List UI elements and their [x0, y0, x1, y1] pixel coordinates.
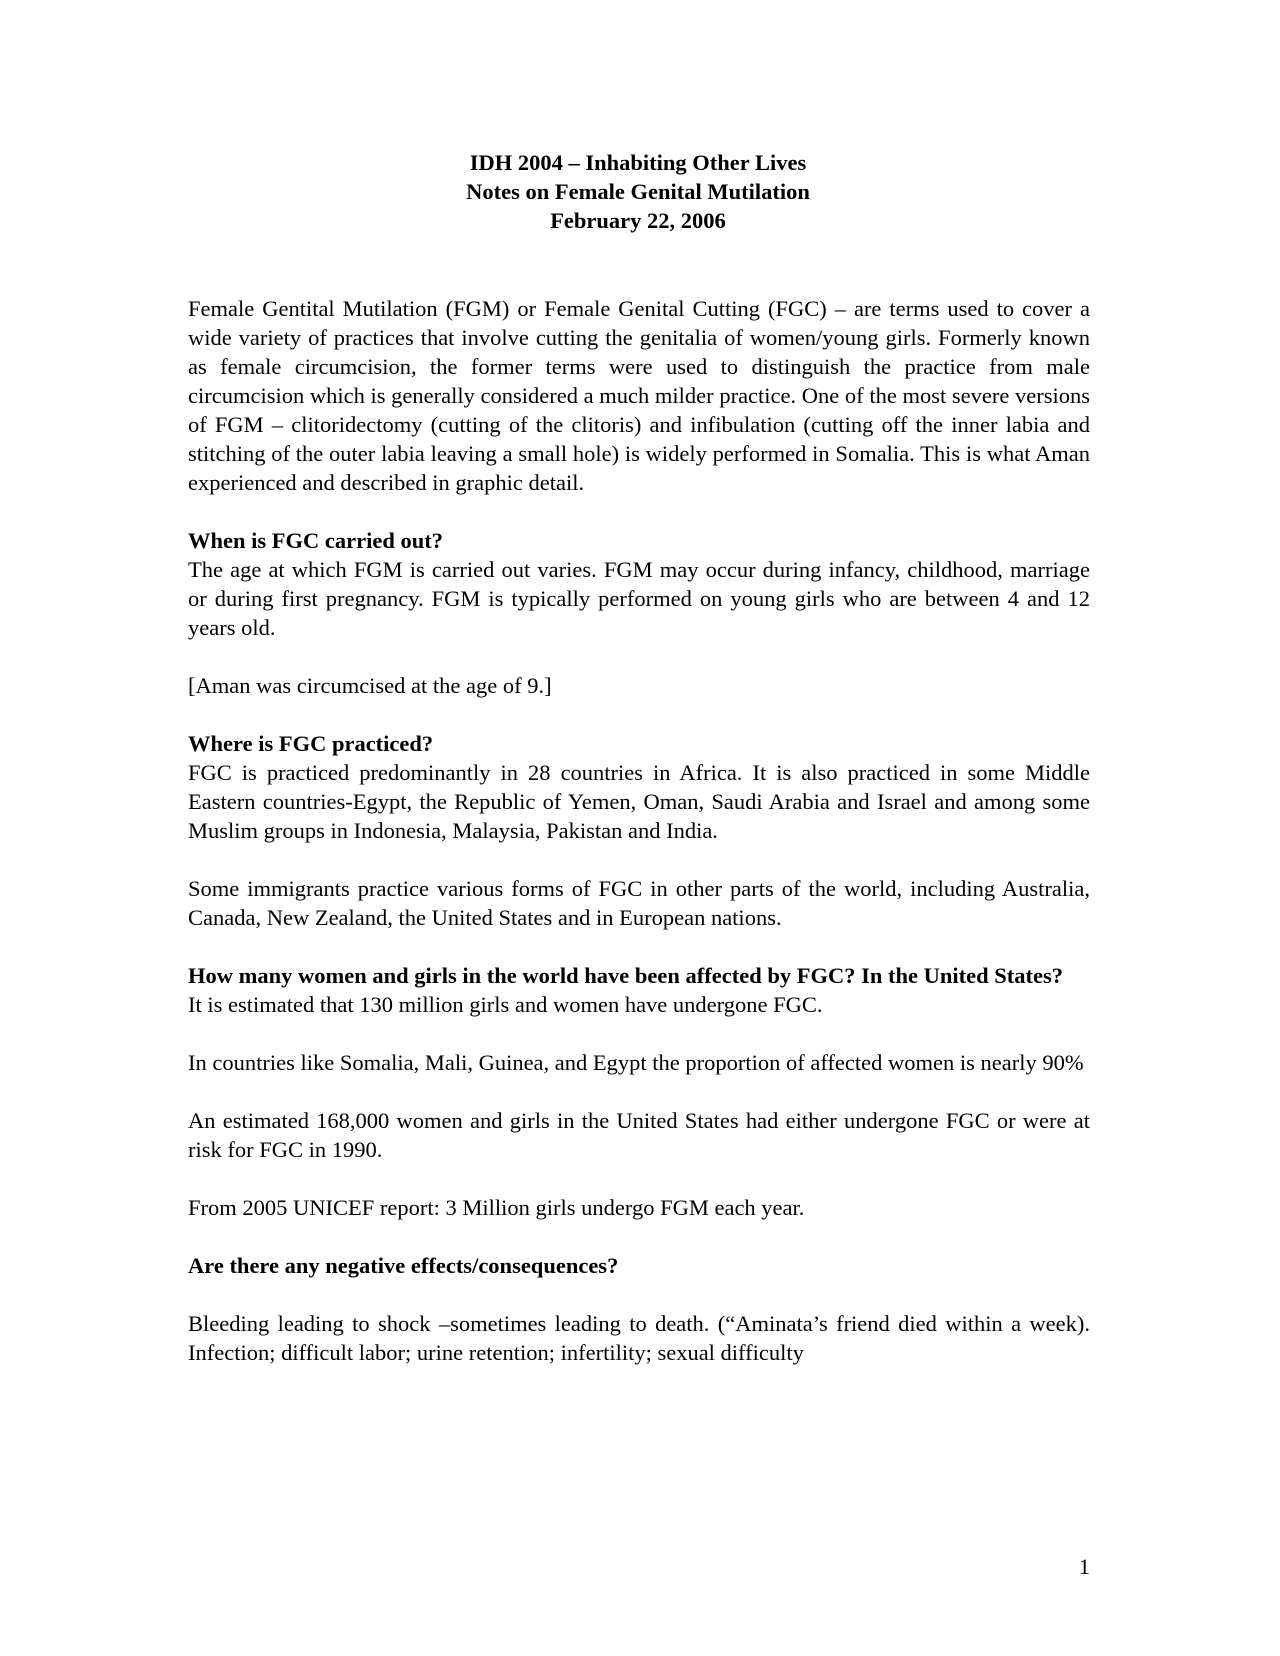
- where-paragraph-2: Some immigrants practice various forms of FGC in other parts of the world, including Australia, Canada, New Zealand, the United States and in European nations.: [188, 876, 1090, 930]
- effects-paragraph-1: Bleeding leading to shock –sometimes leading to death. (“Aminata’s friend died within a week). Infection; difficult labor; urine retention; infertility; sexual difficulty: [188, 1311, 1090, 1365]
- title-block: [186, 148, 1090, 235]
- document-date: February 22, 2006: [550, 208, 726, 233]
- section-heading-effects: Are there any negative effects/consequences?: [188, 1253, 619, 1278]
- intro-paragraph: Female Gentital Mutilation (FGM) or Female Genital Cutting (FGC) – are terms used to cover a wide variety of practices that involve cutting the genitalia of women/young girls. Formerly known as female circumcision, the former terms were used to distinguish the practice from male circumcision which is generally considered a much milder practice. One of the most severe versions of FGM – clitoridectomy (cutting of the clitoris) and infibulation (cutting off the inner labia and stitching of the outer labia leaving a small hole) is widely performed in Somalia. This is what Aman experienced and described in graphic detail.: [188, 296, 1090, 495]
- section-heading-where: Where is FGC practiced?: [188, 731, 434, 756]
- how-many-paragraph-2: In countries like Somalia, Mali, Guinea, and Egypt the proportion of affected women is nearly 90%: [188, 1050, 1084, 1075]
- notes-title: Notes on Female Genital Mutilation: [466, 179, 810, 204]
- how-many-paragraph-3: An estimated 168,000 women and girls in the United States had either undergone FGC or were at risk for FGC in 1990.: [188, 1108, 1090, 1162]
- how-many-paragraph-4: From 2005 UNICEF report: 3 Million girls undergo FGM each year.: [188, 1195, 805, 1220]
- when-paragraph-2: [Aman was circumcised at the age of 9.]: [188, 673, 552, 698]
- how-many-paragraph-1: It is estimated that 130 million girls and women have undergone FGC.: [188, 992, 823, 1017]
- section-heading-how-many: How many women and girls in the world have been affected by FGC? In the United States?: [188, 963, 1063, 988]
- document-body: [188, 294, 1090, 1367]
- course-title: IDH 2004 – Inhabiting Other Lives: [469, 150, 807, 175]
- page-number: 1: [1078, 1554, 1090, 1579]
- section-heading-when: When is FGC carried out?: [188, 528, 443, 553]
- where-paragraph-1: FGC is practiced predominantly in 28 countries in Africa. It is also practiced in some Middle Eastern countries-Egypt, the Republic of Yemen, Oman, Saudi Arabia and Israel and among some Muslim groups in Indonesia, Malaysia, Pakistan and India.: [188, 760, 1090, 843]
- when-paragraph-1: The age at which FGM is carried out varies. FGM may occur during infancy, childhood, marriage or during first pregnancy. FGM is typically performed on young girls who are between 4 and 12 years old.: [188, 557, 1090, 640]
